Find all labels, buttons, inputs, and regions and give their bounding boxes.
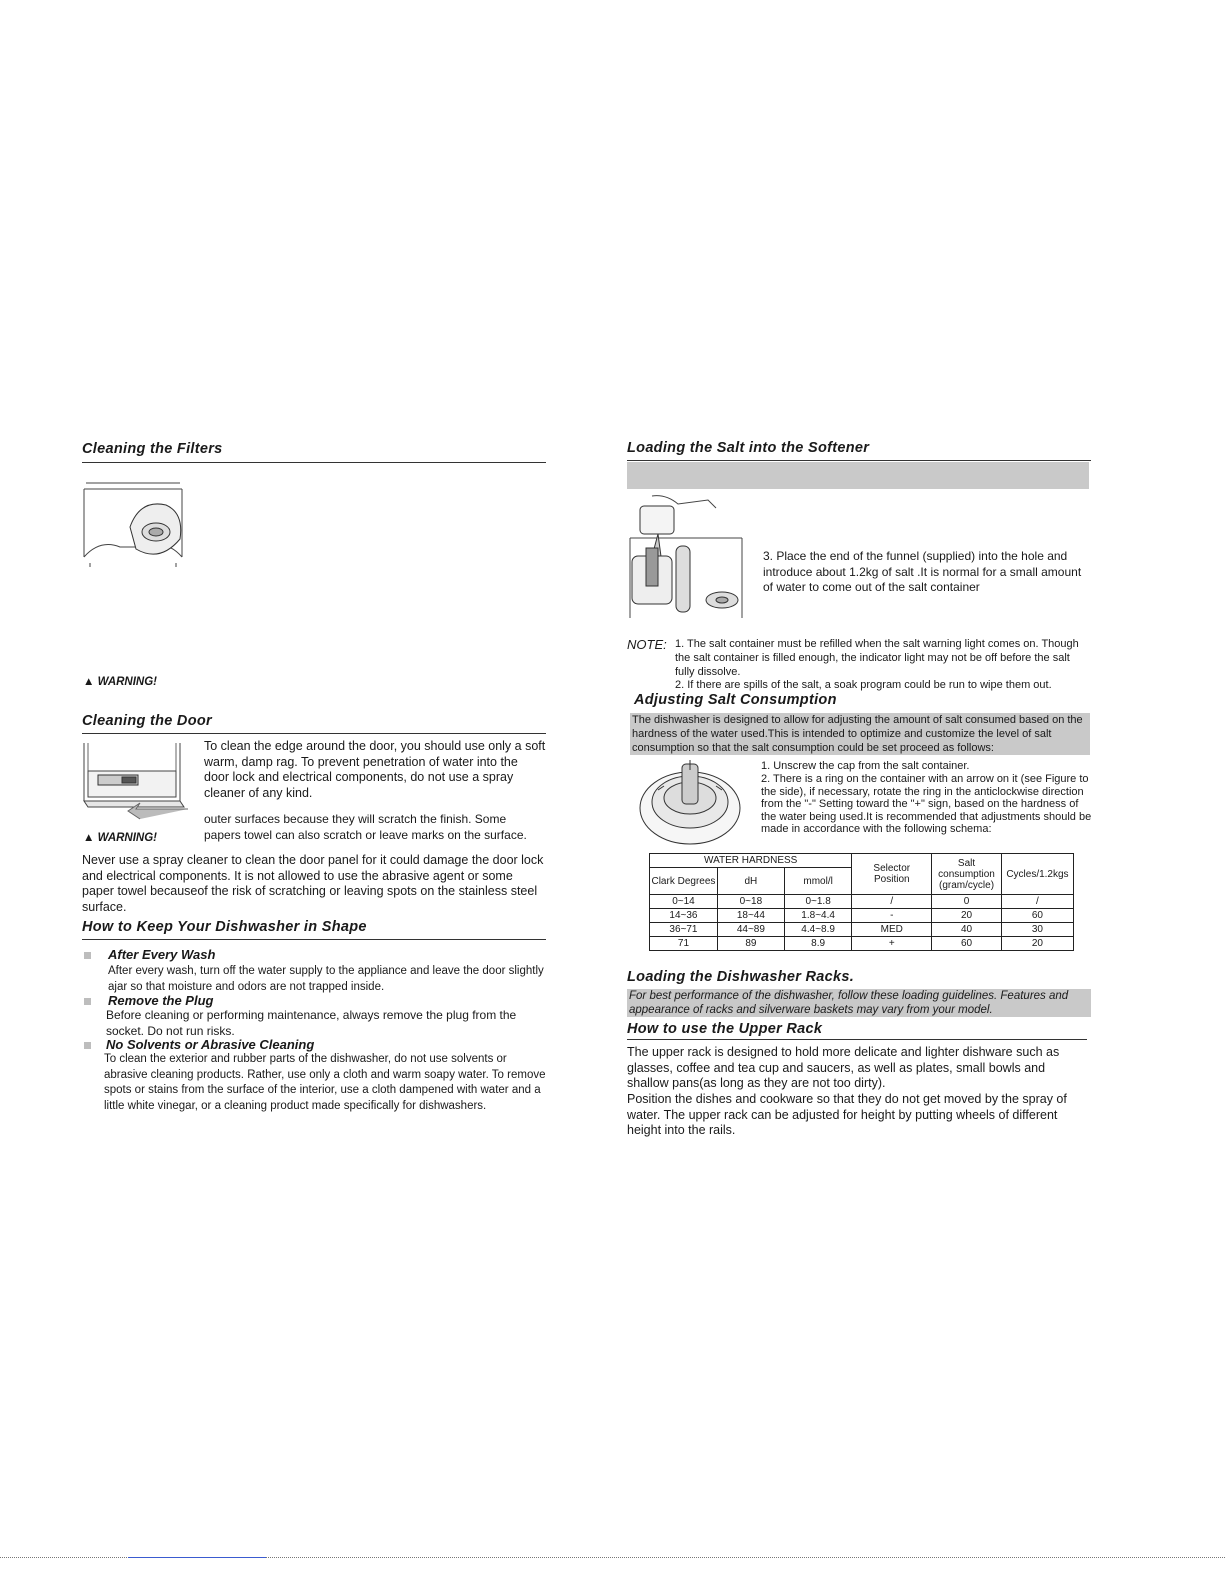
filters-rule: [82, 462, 546, 463]
note-2: 2. If there are spills of the salt, a soak program could be run to wipe them out.: [675, 679, 1052, 691]
footer-blue-line: [128, 1557, 266, 1558]
shape-item-2-text: Before cleaning or performing maintenance, always remove the plug from the socket. Do not run risks.: [106, 1008, 517, 1038]
salt-title: Loading the Salt into the Softener: [627, 440, 870, 456]
shape-item-1-head: After Every Wash: [108, 947, 216, 962]
bullet-2: [84, 998, 91, 1005]
shape-item-3-head: No Solvents or Abrasive Cleaning: [106, 1037, 315, 1052]
door-title: Cleaning the Door: [82, 713, 212, 729]
door-para1: To clean the edge around the door, you should use only a soft warm, damp rag. To prevent penetration of water into the door lock and electrical components, do not use a spray cleaner of any kind.: [204, 739, 546, 800]
upper-para1: The upper rack is designed to hold more delicate and lighter dishware such as glasses, coffee and tea cup and saucers, as well as plates, small bowls and shallow pans(as long as they are not too dirty).: [627, 1045, 1060, 1090]
door-rule: [82, 733, 546, 734]
door-para2: outer surfaces because they will scratch the finish. Some papers towel can also scratch or leave marks on the surface.: [204, 812, 527, 842]
shape-item-1-text: After every wash, turn off the water supply to the appliance and leave the door slightly ajar so that moisture and odors are not trapped inside.: [108, 965, 544, 993]
table-header-clark: Clark Degrees: [650, 868, 718, 895]
table-header-mmol: mmol/l: [784, 868, 852, 895]
door-warning-text: Never use a spray cleaner to clean the door panel for it could damage the door lock and electrical components. It is not allowed to use the abrasive agent or some paper towel becauseof the risk of scratching or leaving spots on the stainless steel surface.: [82, 853, 544, 914]
table-group-header: WATER HARDNESS: [650, 854, 852, 868]
table-row: 71 89 8.9 + 60 20: [650, 937, 1074, 951]
salt-step3: 3. Place the end of the funnel (supplied) into the hole and introduce about 1.2kg of salt .It is normal for a small amount of water to come out of the salt container: [763, 549, 1082, 594]
table-header-selector: Selector Position: [852, 854, 932, 895]
table-row: 0~14 0~18 0~1.8 / 0 /: [650, 895, 1074, 909]
warning-icon: ▲: [83, 676, 95, 688]
upper-para2: Position the dishes and cookware so that they do not get moved by the spray of water. The upper rack can be adjusted for height by putting wheels of different height into the rails.: [627, 1092, 1067, 1137]
adjust-title: Adjusting Salt Consumption: [634, 692, 837, 708]
note-label: NOTE:: [627, 637, 667, 652]
shape-item-3-text: To clean the exterior and rubber parts of the dishwasher, do not use solvents or abrasive cleaning products. Rather, use only a cloth and warm soapy water. To remove spots or stains from the surface of the interior, use a cloth dampened with water and a little white vinegar, or a cleaning product made specifically for dishwashers.: [104, 1053, 546, 1112]
shape-rule: [82, 939, 546, 940]
table-header-dh: dH: [717, 868, 784, 895]
salt-ring-figure: [636, 760, 756, 850]
adjust-step2: 2. There is a ring on the container with an arrow on it (see Figure to the side), if necessary, rotate the ring in the anticlockwise direction from the "-" Setting toward the "+" sign, based on the hardness of the water being used.It is recommended that adjustments should be made in accordance with the following schema:: [761, 773, 1092, 835]
warning-icon: ▲: [83, 832, 95, 844]
filters-title: Cleaning the Filters: [82, 441, 223, 457]
adjust-intro: The dishwasher is designed to allow for adjusting the amount of salt consumed based on the hardness of the water used.This is intended to optimize and customize the level of salt consumption so that the salt consumption could be set proceed as follows:: [630, 713, 1090, 755]
salt-grey-banner: [627, 462, 1089, 489]
upper-rule: [627, 1039, 1087, 1040]
table-row: 14~36 18~44 1.8~4.4 - 20 60: [650, 909, 1074, 923]
shape-title: How to Keep Your Dishwasher in Shape: [82, 919, 367, 935]
filters-warning: ▲ WARNING!: [83, 676, 158, 688]
table-header-salt: Salt consumption (gram/cycle): [932, 854, 1002, 895]
door-figure: [80, 741, 192, 821]
table-row: 36~71 44~89 4.4~8.9 MED 40 30: [650, 923, 1074, 937]
salt-rule: [627, 460, 1091, 461]
shape-item-2-head: Remove the Plug: [108, 993, 214, 1008]
water-hardness-table: [649, 853, 1074, 951]
filter-figure: [80, 477, 186, 567]
racks-intro: For best performance of the dishwasher, follow these loading guidelines. Features and appearance of racks and silverware baskets may vary from your model.: [627, 989, 1091, 1017]
note-1: 1. The salt container must be refilled when the salt warning light comes on. Though the salt container is filled enough, the indicator light may not be off before the salt fully dissolve.: [675, 638, 1079, 678]
upper-title: How to use the Upper Rack: [627, 1021, 823, 1037]
table-header-cycles: Cycles/1.2kgs: [1001, 854, 1073, 895]
bullet-3: [84, 1042, 91, 1049]
racks-title: Loading the Dishwasher Racks.: [627, 969, 855, 985]
adjust-step1: 1. Unscrew the cap from the salt container.: [761, 760, 970, 772]
salt-funnel-figure: [622, 494, 756, 624]
door-warning: ▲ WARNING!: [83, 832, 158, 844]
bullet-1: [84, 952, 91, 959]
